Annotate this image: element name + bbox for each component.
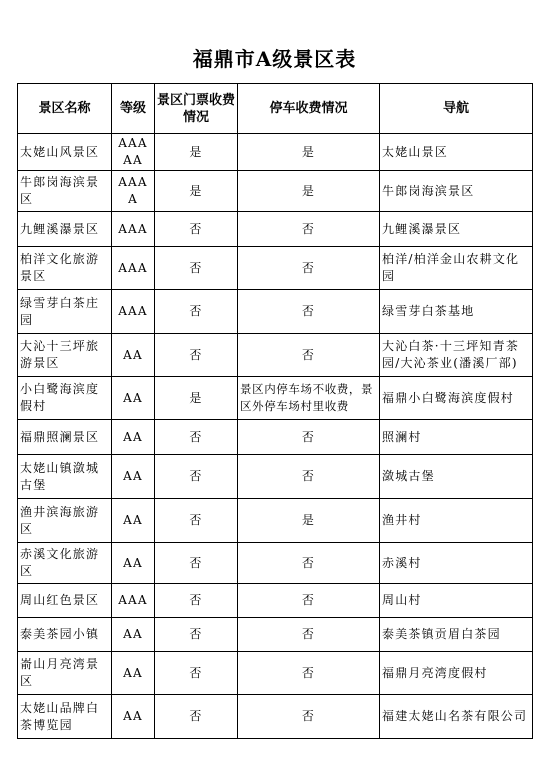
cell-nav: 大沁白茶·十三坪知青茶园/大沁茶业(潘溪厂部) [380, 334, 533, 377]
cell-ticket: 否 [155, 334, 238, 377]
cell-name: 赤溪文化旅游区 [18, 543, 112, 584]
cell-nav: 福鼎小白鹭海滨度假村 [380, 377, 533, 420]
cell-nav: 渔井村 [380, 499, 533, 543]
cell-name: 九鲤溪瀑景区 [18, 212, 112, 247]
cell-nav: 太姥山景区 [380, 134, 533, 171]
cell-nav: 周山村 [380, 584, 533, 618]
table-row [18, 171, 533, 212]
cell-nav: 泰美茶镇贡眉白茶园 [380, 618, 533, 652]
cell-level: AAA [112, 247, 155, 290]
cell-ticket: 否 [155, 618, 238, 652]
cell-level: AA [112, 652, 155, 695]
header-parking: 停车收费情况 [238, 84, 380, 134]
cell-ticket: 否 [155, 695, 238, 739]
table-row [18, 499, 533, 543]
cell-nav: 福建太姥山名茶有限公司 [380, 695, 533, 739]
cell-name: 太姥山镇潋城古堡 [18, 455, 112, 499]
cell-ticket: 否 [155, 499, 238, 543]
table-row [18, 543, 533, 584]
cell-level: AA [112, 618, 155, 652]
table-row [18, 212, 533, 247]
cell-level: AAA [112, 212, 155, 247]
cell-ticket: 是 [155, 377, 238, 420]
table-row [18, 377, 533, 420]
cell-nav: 绿雪芽白茶基地 [380, 290, 533, 334]
cell-name: 太姥山品牌白茶博览园 [18, 695, 112, 739]
page-title: 福鼎市A级景区表 [192, 47, 357, 71]
table-row [18, 652, 533, 695]
cell-parking: 是 [238, 499, 380, 543]
cell-level: AAAA [112, 171, 155, 212]
table-row [18, 420, 533, 455]
header-ticket: 景区门票收费情况 [155, 84, 238, 134]
cell-ticket: 否 [155, 247, 238, 290]
cell-level: AA [112, 543, 155, 584]
cell-ticket: 是 [155, 171, 238, 212]
table-row [18, 290, 533, 334]
cell-name: 牛郎岗海滨景区 [18, 171, 112, 212]
table-row [18, 334, 533, 377]
cell-name: 嵛山月亮湾景区 [18, 652, 112, 695]
table-row [18, 618, 533, 652]
cell-level: AA [112, 499, 155, 543]
cell-name: 福鼎照澜景区 [18, 420, 112, 455]
cell-name: 渔井滨海旅游区 [18, 499, 112, 543]
header-level: 等级 [112, 84, 155, 134]
cell-ticket: 否 [155, 652, 238, 695]
cell-nav: 赤溪村 [380, 543, 533, 584]
cell-level: AA [112, 420, 155, 455]
cell-ticket: 否 [155, 584, 238, 618]
header-nav: 导航 [380, 84, 533, 134]
cell-name: 小白鹭海滨度假村 [18, 377, 112, 420]
cell-parking: 否 [238, 290, 380, 334]
table-header-row [18, 84, 533, 134]
cell-parking: 否 [238, 652, 380, 695]
table-row [18, 584, 533, 618]
table-row [18, 695, 533, 739]
cell-ticket: 否 [155, 543, 238, 584]
cell-level: AA [112, 377, 155, 420]
cell-parking: 否 [238, 420, 380, 455]
cell-ticket: 否 [155, 420, 238, 455]
table-row [18, 134, 533, 171]
cell-nav: 福鼎月亮湾度假村 [380, 652, 533, 695]
cell-ticket: 是 [155, 134, 238, 171]
cell-level: AAA [112, 584, 155, 618]
cell-parking: 是 [238, 171, 380, 212]
table-row [18, 455, 533, 499]
cell-level: AA [112, 695, 155, 739]
scenic-area-table [17, 83, 533, 739]
cell-parking: 否 [238, 618, 380, 652]
cell-ticket: 否 [155, 212, 238, 247]
cell-parking: 否 [238, 212, 380, 247]
cell-parking: 否 [238, 247, 380, 290]
cell-parking: 是 [238, 134, 380, 171]
cell-parking: 否 [238, 334, 380, 377]
cell-level: AA [112, 455, 155, 499]
cell-level: AA [112, 334, 155, 377]
cell-nav: 照澜村 [380, 420, 533, 455]
cell-nav: 九鲤溪瀑景区 [380, 212, 533, 247]
cell-nav: 牛郎岗海滨景区 [380, 171, 533, 212]
cell-name: 泰美茶园小镇 [18, 618, 112, 652]
cell-nav: 柏洋/柏洋金山农耕文化园 [380, 247, 533, 290]
cell-parking: 否 [238, 584, 380, 618]
cell-nav: 潋城古堡 [380, 455, 533, 499]
cell-level: AAA [112, 290, 155, 334]
cell-name: 周山红色景区 [18, 584, 112, 618]
table-row [18, 247, 533, 290]
header-name: 景区名称 [18, 84, 112, 134]
cell-parking: 否 [238, 455, 380, 499]
cell-level: AAAAA [112, 134, 155, 171]
cell-parking: 否 [238, 543, 380, 584]
cell-name: 太姥山风景区 [18, 134, 112, 171]
cell-ticket: 否 [155, 455, 238, 499]
cell-parking: 否 [238, 695, 380, 739]
cell-name: 绿雪芽白茶庄园 [18, 290, 112, 334]
cell-parking: 景区内停车场不收费，景区外停车场村里收费 [238, 377, 380, 420]
cell-name: 柏洋文化旅游景区 [18, 247, 112, 290]
cell-ticket: 否 [155, 290, 238, 334]
cell-name: 大沁十三坪旅游景区 [18, 334, 112, 377]
